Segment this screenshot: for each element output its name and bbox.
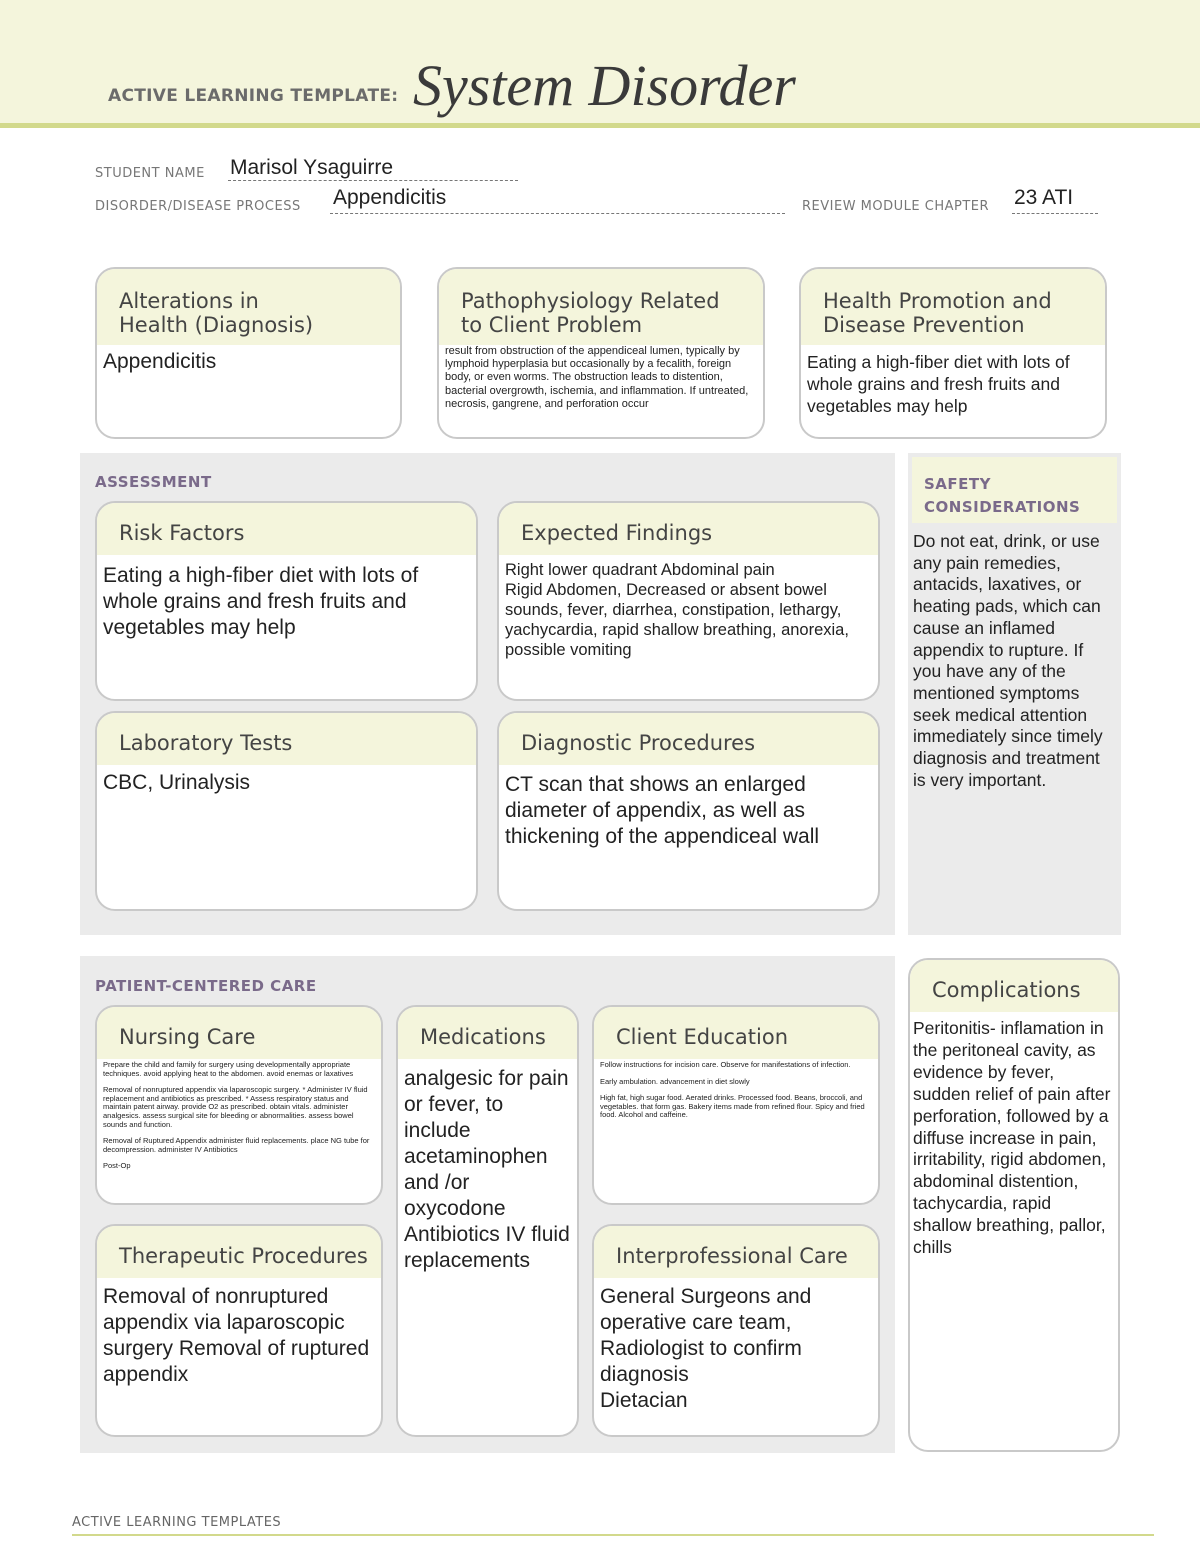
interprofessional-care-body (594, 1278, 878, 1418)
alterations-title (97, 269, 400, 345)
expected-findings-body (499, 555, 878, 664)
medications-body: analgesic for pain or fever, to include acetaminophen and /or oxycodone Antibiotics IV fluid replacements (404, 1067, 570, 1272)
nursing-care-box (95, 1005, 383, 1205)
review-chapter-line (1012, 213, 1098, 214)
expected-findings-title: Expected Findings (499, 503, 878, 555)
laboratory-tests-body: CBC, Urinalysis (103, 771, 251, 794)
nursing-care-para4: Post-Op (103, 1161, 131, 1171)
expected-findings-line2: Rigid Abdomen, Decreased or absent bowel sounds, fever, diarrhea, constipation, lethargy, yachycardia, rapid shallow breathing, anorexia, possible vomiting (505, 581, 849, 659)
interprofessional-care-box (592, 1224, 880, 1437)
health-promotion-title (801, 269, 1105, 345)
pathophysiology-body: result from obstruction of the appendiceal lumen, typically by lymphoid hyperplasia but occasionally by a fecalith, foreign body, or even worms. The obstruction leads to distention, bacterial overgrowth, ischemia, and inflammation. If untreated, necrosis, gangrene, and perforation occur (445, 345, 749, 410)
interprofessional-care-line3: Dietacian (600, 1389, 688, 1412)
client-education-body (594, 1059, 878, 1132)
alterations-title-line2: Health (Diagnosis) (119, 313, 314, 337)
laboratory-tests-box (95, 711, 478, 911)
health-promotion-title-line2: Disease Prevention (823, 313, 1025, 337)
health-promotion-title-line1: Health Promotion and (823, 289, 1052, 313)
review-chapter-label: REVIEW MODULE CHAPTER (802, 199, 990, 214)
review-chapter-field[interactable]: 23 ATI (1014, 186, 1074, 209)
nursing-care-title: Nursing Care (97, 1007, 381, 1059)
nursing-care-para1: Prepare the child and family for surgery using developmentally appropriate techniques. avoid applying heat to the abdomen. avoid enemas or laxatives (103, 1060, 354, 1078)
laboratory-tests-title: Laboratory Tests (97, 713, 476, 765)
student-name-field[interactable]: Marisol Ysaguirre (230, 156, 394, 179)
assessment-label: ASSESSMENT (95, 473, 212, 491)
template-label: ACTIVE LEARNING TEMPLATE: (108, 86, 399, 106)
expected-findings-box (497, 501, 880, 701)
interprofessional-care-title: Interprofessional Care (594, 1226, 878, 1278)
safety-body: Do not eat, drink, or use any pain remedies, antacids, laxatives, or heating pads, which can cause an inflamed appendix to rupture. If you have any of the mentioned symptoms seek medical attention immediately since timely diagnosis and treatment is very important. (913, 531, 1103, 790)
therapeutic-procedures-box (95, 1224, 383, 1437)
health-promotion-box (799, 267, 1107, 439)
expected-findings-line1: Right lower quadrant Abdominal pain (505, 561, 775, 579)
client-education-title: Client Education (594, 1007, 878, 1059)
diagnostic-procedures-box (497, 711, 880, 911)
student-name-line (228, 180, 518, 181)
alterations-body: Appendicitis (103, 350, 217, 373)
footer-label: ACTIVE LEARNING TEMPLATES (72, 1515, 282, 1530)
safety-title (912, 457, 1117, 523)
safety-title-line1: SAFETY (924, 475, 991, 493)
interprofessional-care-line1: General Surgeons and operative care team, (600, 1285, 812, 1334)
medications-title: Medications (398, 1007, 577, 1059)
client-education-para3: High fat, high sugar food. Aerated drinks. Processed food. Beans, broccoli, and vegetables. that form gas. Bakery items made from refined flour. Spicy and fried food. Alcohol and caffeine. (600, 1093, 865, 1120)
alterations-title-line1: Alterations in (119, 289, 259, 313)
pathophysiology-title-line2: to Client Problem (461, 313, 643, 337)
nursing-care-para3: Removal of Ruptured Appendix administer fluid replacements. place NG tube for decompression. administer IV Antibiotics (103, 1136, 370, 1154)
disorder-label: DISORDER/DISEASE PROCESS (95, 199, 301, 214)
disorder-field[interactable]: Appendicitis (333, 186, 447, 209)
nursing-care-para2: Removal of nonruptured appendix via laparoscopic surgery. * Administer IV fluid replacement and antibiotics as prescribed. * Assess respiratory status and maintain patent airway. provide O2 as prescribed. obtain vitals. administer analgesics. assess surgical site for bleeding or abnormalities. assess bowel sounds and function. (103, 1085, 368, 1129)
disorder-line (330, 213, 785, 214)
risk-factors-box (95, 501, 478, 701)
complications-title: Complications (910, 960, 1118, 1012)
therapeutic-procedures-title: Therapeutic Procedures (97, 1226, 381, 1278)
client-education-box (592, 1005, 880, 1205)
client-education-para2: Early ambulation. advancement in diet slowly (600, 1076, 750, 1086)
health-promotion-body: Eating a high-fiber diet with lots of whole grains and fresh fruits and vegetables may help (807, 352, 1070, 416)
diagnostic-procedures-title: Diagnostic Procedures (499, 713, 878, 765)
diagnostic-procedures-body: CT scan that shows an enlarged diameter of appendix, as well as thickening of the appendiceal wall (505, 773, 820, 848)
risk-factors-body: Eating a high-fiber diet with lots of whole grains and fresh fruits and vegetables may help (103, 564, 419, 639)
footer-rule (72, 1534, 1154, 1536)
safety-title-line2: CONSIDERATIONS (924, 498, 1081, 516)
pathophysiology-box (437, 267, 765, 439)
complications-body: Peritonitis- inflamation in the peritoneal cavity, as evidence by fever, sudden relief of pain after perforation, followed by a diffuse increase in pain, irritability, rigid abdomen, abdominal distention, tachycardia, rapid shallow breathing, pallor, chills (913, 1018, 1111, 1258)
interprofessional-care-line2: Radiologist to confirm diagnosis (600, 1337, 802, 1386)
alterations-box (95, 267, 402, 439)
patient-care-label: PATIENT-CENTERED CARE (95, 977, 317, 995)
pathophysiology-title (439, 269, 763, 345)
therapeutic-procedures-body: Removal of nonruptured appendix via laparoscopic surgery Removal of ruptured appendix (103, 1285, 370, 1386)
student-name-label: STUDENT NAME (95, 166, 205, 181)
medications-box (396, 1005, 579, 1437)
client-education-para1: Follow instructions for incision care. Observe for manifestations of infection. (600, 1060, 851, 1069)
nursing-care-body (97, 1059, 381, 1183)
complications-box (908, 958, 1120, 1452)
pathophysiology-title-line1: Pathophysiology Related (461, 289, 720, 313)
risk-factors-title: Risk Factors (97, 503, 476, 555)
header-rule (0, 123, 1200, 128)
page-title: System Disorder (413, 53, 796, 118)
